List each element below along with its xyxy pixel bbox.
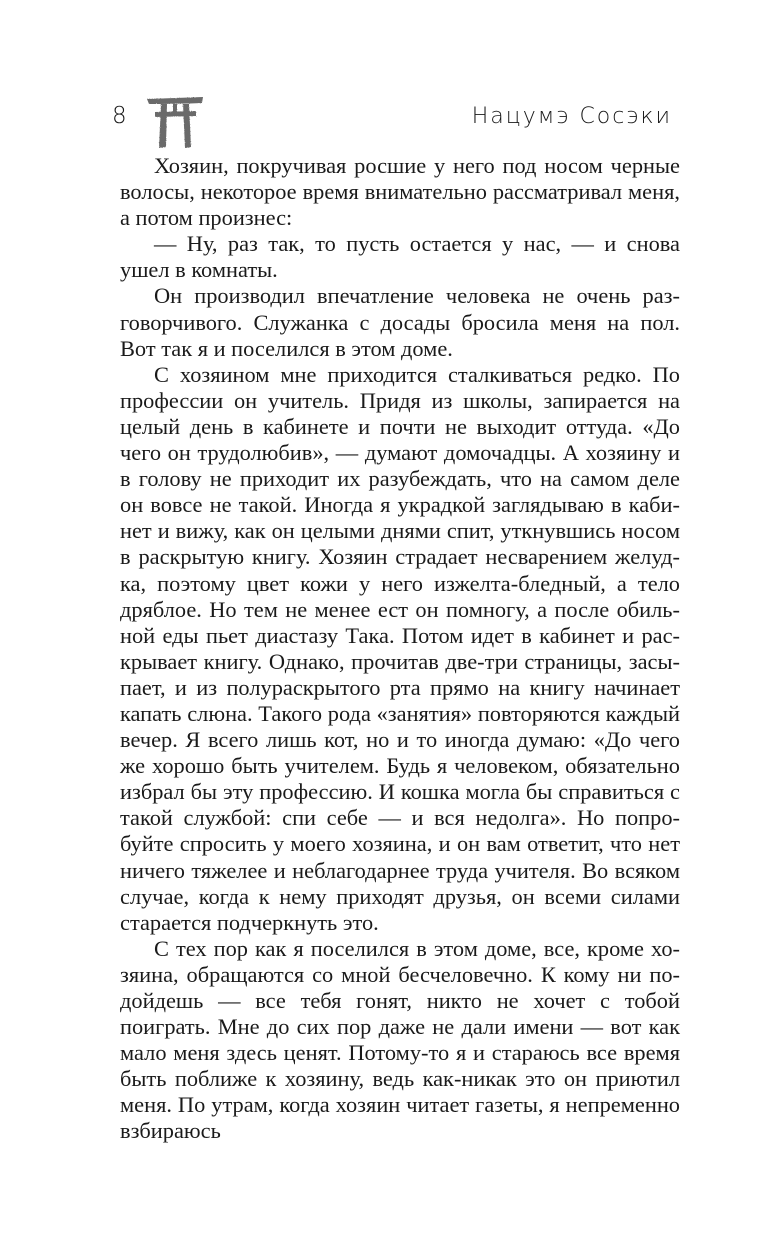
torii-gate-icon	[146, 97, 204, 149]
running-head: Нацумэ Сосэки	[471, 104, 672, 129]
body-text	[120, 153, 680, 1145]
paragraph: — Ну, раз так, то пусть остается у нас, — и снова ушел в комнаты.	[120, 231, 680, 283]
page-header	[0, 0, 768, 150]
page-number: 8	[112, 103, 128, 129]
paragraph: Он производил впечатление человека не очень разговорчивого. Служанка с досады бросила меня на пол. Вот так я и поселился в этом доме.	[120, 283, 680, 361]
paragraph: С тех пор как я поселился в этом доме, все, кроме хозяина, обращаются со мной бесчеловечно. К кому ни подойдешь — все тебя гонят, никто не хочет с тобой поиграть. Мне до сих пор даже не дали имени — вот как мало меня здесь ценят. Потому-то я и стараюсь все время быть поближе к хозяину, ведь как-никак это он приютил меня. По утрам, когда хозяин читает газеты, я непременно взбираюсь	[120, 935, 680, 1144]
paragraph: Хозяин, покручивая росшие у него под носом черные волосы, некоторое время внимательно рассматривал меня, а потом произнес:	[120, 153, 680, 231]
paragraph: С хозяином мне приходится сталкиваться редко. По профессии он учитель. Придя из школы, запирается на целый день в кабинете и почти не выходит оттуда. «До чего он трудолюбив», — думают домочадцы. А хозяину и в голову не приходит их разубеждать, что на самом деле он вовсе не такой. Иногда я украдкой заглядываю в кабинет и вижу, как он целыми днями спит, уткнувшись носом в раскрытую книгу. Хозяин страдает несварением желудка, поэтому цвет кожи у него изжелта-бледный, а тело дряблое. Но тем не менее ест он помногу, а после обильной еды пьет диастазу Така. Потом идет в кабинет и раскрывает книгу. Однако, прочитав две-три страницы, засыпает, и из полураскрытого рта прямо на книгу начинает капать слюна. Такого рода «занятия» повторяются каждый вечер. Я всего лишь кот, но и то иногда думаю: «До чего же хорошо быть учителем. Будь я человеком, обязательно избрал бы эту профессию. И кошка могла бы справиться с такой службой: спи себе — и вся недолга». Но попробуйте спросить у моего хозяина, и он вам ответит, что нет ничего тяжелее и неблагодарнее труда учителя. Во всяком случае, когда к нему приходят друзья, он всеми силами старается подчеркнуть это.	[120, 361, 680, 935]
